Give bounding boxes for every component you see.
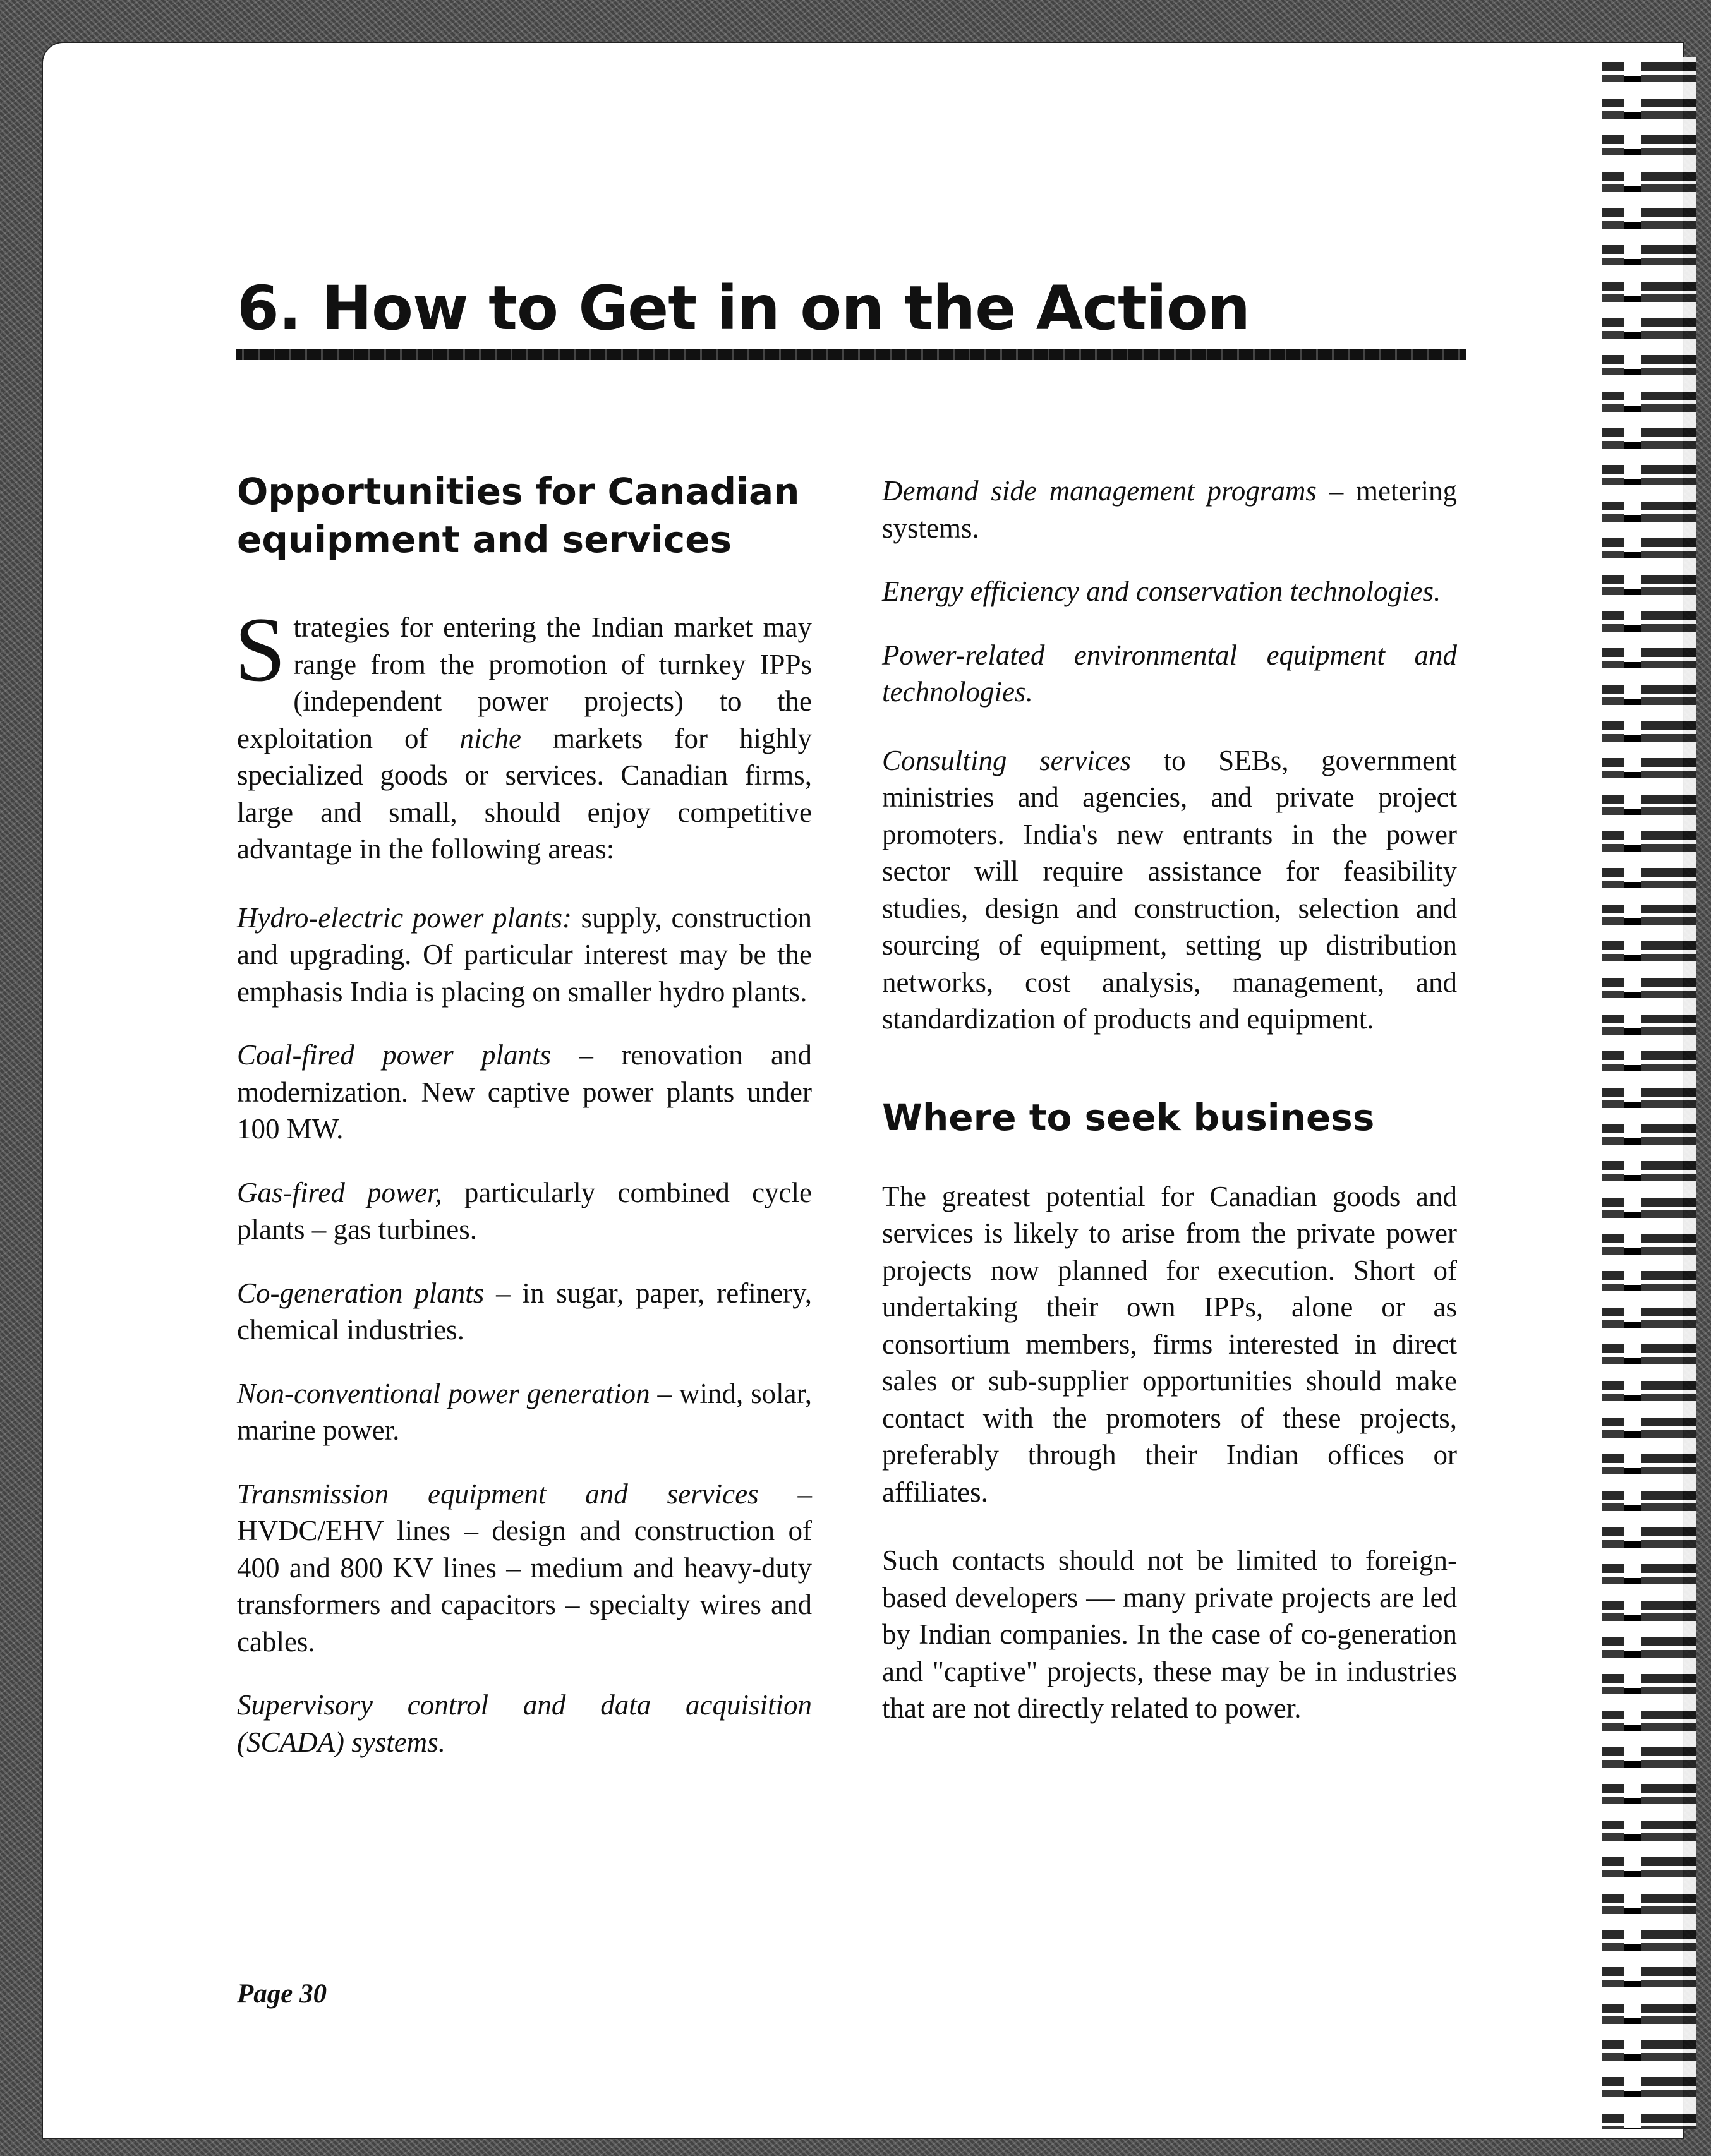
heading-line-1: Opportunities for Canadian bbox=[237, 470, 800, 513]
item-label: Co-generation plants bbox=[237, 1277, 485, 1309]
drop-cap: S bbox=[234, 598, 286, 701]
item-text: – in sugar, paper, refinery, chemical industries. bbox=[237, 1277, 812, 1346]
item-text: to SEBs, government ministries and agencies, and private project promoters. India's new entrants in the power sector will require assistance for feasibility studies, design and construction, selection and sourcing of equipment, setting up distribution networks, cost analysis, management, and standardization of products and equipment. bbox=[882, 744, 1457, 1035]
spiral-binding-coils bbox=[1624, 57, 1641, 2129]
item-coal bbox=[237, 1037, 812, 1148]
item-label: Non-conventional power generation bbox=[237, 1377, 650, 1409]
intro-text-2: markets for highly specialized goods or services. Canadian firms, large and small, should enjoy competitive advantage in the following areas: bbox=[237, 722, 812, 865]
item-nonconventional bbox=[237, 1375, 812, 1449]
right-column bbox=[882, 473, 1457, 1727]
item-label: Coal-fired power plants bbox=[237, 1039, 552, 1071]
section-heading-opportunities bbox=[237, 467, 812, 563]
spiral-binding bbox=[1602, 57, 1696, 2129]
item-hydro bbox=[237, 900, 812, 1011]
intro-text-1: trategies for entering the Indian market may range from the promotion of turnkey IPPs (independent power projects) to the exploitation of bbox=[237, 611, 812, 754]
item-gas bbox=[237, 1174, 812, 1248]
item-label: Supervisory control and data acquisition (SCADA) systems. bbox=[237, 1689, 812, 1758]
item-cogeneration bbox=[237, 1275, 812, 1349]
where-paragraph-2: Such contacts should not be limited to foreign-based developers — many private projects are led by Indian companies. In the case of co-generation and "captive" projects, these may be in industries that are not directly related to power. bbox=[882, 1545, 1457, 1724]
item-transmission bbox=[237, 1476, 812, 1661]
left-column bbox=[234, 467, 813, 1761]
item-energy-efficiency bbox=[882, 573, 1457, 610]
page-number: Page 30 bbox=[237, 1979, 327, 2009]
intro-niche: niche bbox=[459, 722, 521, 754]
section-heading-where: Where to seek business bbox=[882, 1095, 1375, 1139]
item-scada bbox=[237, 1687, 812, 1761]
title-underline bbox=[236, 349, 1466, 360]
item-text: – wind, solar, marine power. bbox=[237, 1377, 813, 1446]
item-label: Demand side management programs bbox=[882, 475, 1317, 507]
heading-line-2: equipment and services bbox=[237, 518, 732, 561]
item-environmental bbox=[882, 637, 1457, 711]
item-label: Power-related environmental equipment and technologies. bbox=[882, 639, 1457, 708]
item-label: Transmission equipment and services bbox=[237, 1478, 759, 1510]
item-consulting bbox=[882, 742, 1457, 1038]
intro-paragraph bbox=[234, 598, 812, 868]
item-text: particularly combined cycle plants – gas turbines. bbox=[237, 1176, 813, 1245]
item-text: – metering systems. bbox=[882, 475, 1457, 544]
item-text: supply, construction and upgrading. Of particular interest may be the emphasis India is placing on smaller hydro plants. bbox=[237, 901, 813, 1008]
section-title: 6. How to Get in on the Action bbox=[237, 273, 1250, 344]
item-label: Consulting services bbox=[882, 744, 1132, 776]
item-label: Gas-fired power, bbox=[237, 1176, 442, 1208]
item-label: Hydro-electric power plants: bbox=[237, 901, 572, 934]
item-text: – HVDC/EHV lines – design and construction of 400 and 800 KV lines – medium and heavy-duty transformers and capacitors – specialty wires and cables. bbox=[237, 1478, 813, 1658]
item-label: Energy efficiency and conservation technologies. bbox=[882, 575, 1441, 607]
where-paragraph-1: The greatest potential for Canadian goods and services is likely to arise from the private power projects now planned for execution. Short of undertaking their own IPPs, alone or as consortium members, firms interested in direct sales or sub-supplier opportunities should make contact with the promoters of these projects, preferably through their Indian offices or affiliates. bbox=[882, 1180, 1457, 1508]
item-text: – renovation and modernization. New captive power plants under 100 MW. bbox=[237, 1039, 812, 1145]
item-demand-side bbox=[882, 473, 1457, 546]
